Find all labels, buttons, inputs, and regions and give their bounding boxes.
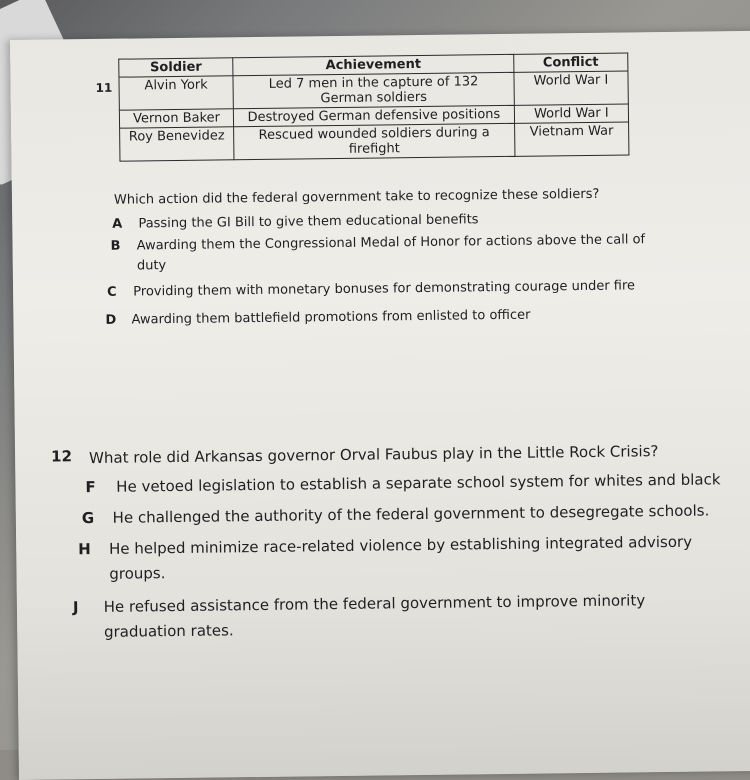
option-text: Awarding them the Congressional Medal of Honor for actions above the call of [136,232,646,254]
page-content [10,31,750,780]
option-text: Passing the GI Bill to give them educational benefits [138,212,479,232]
achievement-line: Led 7 men in the capture of 132 [268,74,479,92]
table-row [120,122,629,161]
question-12-text: What role did Arkansas governor Orval Faubus play in the Little Rock Crisis? [89,442,659,468]
question-11-number: 11 [95,80,113,95]
achievement-line: German soldiers [320,89,428,107]
option-letter: A [112,216,123,232]
answer-option-b[interactable] [110,230,645,277]
cell-conflict: World War I [514,71,629,105]
cell-soldier: Roy Benevidez [120,127,235,161]
answer-option-g[interactable] [82,498,710,531]
option-text: Awarding them battlefield promotions from enlisted to officer [131,307,531,328]
cell-conflict: World War I [514,104,628,123]
option-text: groups. [109,564,166,583]
answer-option-c[interactable] [107,276,635,302]
option-text: He vetoed legislation to establish a separate school system for whites and black [116,470,721,496]
answer-option-d[interactable] [105,306,530,331]
option-text: duty [136,258,167,274]
answer-option-j[interactable] [73,588,646,645]
option-letter: B [110,238,121,254]
option-text: graduation rates. [103,621,234,641]
option-text-block [137,230,646,276]
option-text-block [109,530,693,587]
option-text-block [104,588,646,645]
option-letter: H [78,540,91,559]
option-text: He challenged the authority of the federal government to desegregate schools. [112,501,710,527]
option-letter: G [81,509,95,528]
achievement-line: firefight [348,141,400,157]
header-soldier: Soldier [119,58,233,77]
question-12-number: 12 [50,447,73,466]
cell-soldier: Alvin York [119,76,234,110]
answer-option-f[interactable] [85,467,720,500]
header-conflict: Conflict [514,53,628,72]
worksheet-page [10,31,750,780]
achievement-line: Rescued wounded soldiers during a [258,125,490,143]
cell-conflict: Vietnam War [514,122,629,156]
option-letter: D [105,312,117,328]
cell-achievement [233,72,514,108]
answer-option-h[interactable] [78,530,692,587]
option-text: Providing them with monetary bonuses for demonstrating courage under fire [133,278,636,300]
cell-soldier: Vernon Baker [119,109,233,128]
option-letter: J [72,598,79,617]
cell-achievement [234,123,515,159]
option-letter: F [85,477,96,497]
question-11-text: Which action did the federal government take to recognize these soldiers? [113,186,600,208]
option-text: He refused assistance from the federal government to improve minority [103,591,646,616]
option-text: He helped minimize race-related violence by establishing integrated advisory [108,532,693,558]
achievement-line: Destroyed German defensive positions [247,107,501,126]
answer-option-a[interactable] [112,210,479,234]
soldiers-table [118,52,629,161]
header-achievement: Achievement [233,54,514,75]
option-letter: C [106,284,117,300]
